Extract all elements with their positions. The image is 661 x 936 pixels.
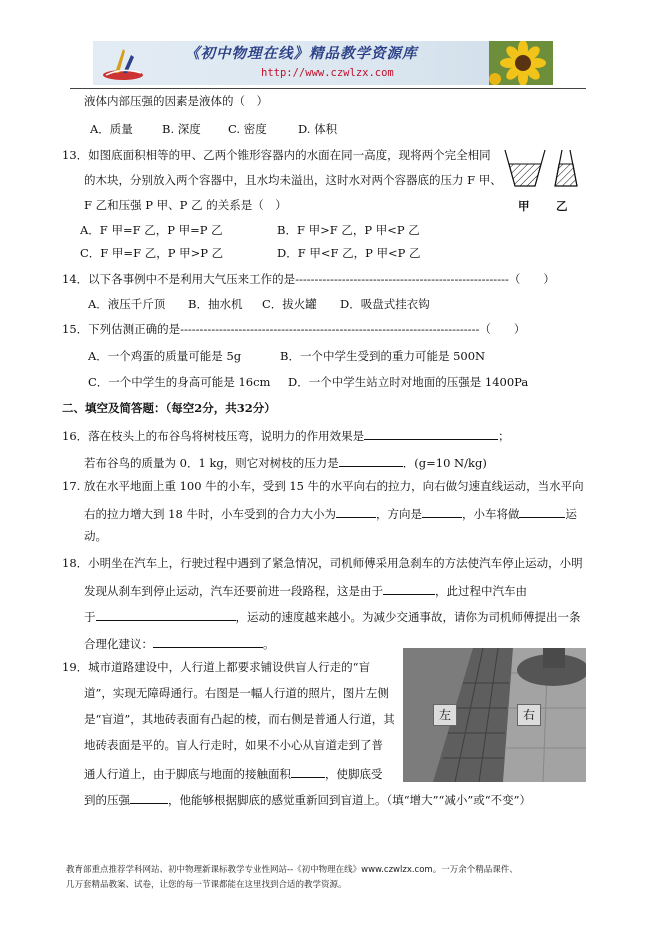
q12-option-b: B. 深度 bbox=[162, 122, 201, 136]
q17-text-2b: ，方向是 bbox=[375, 507, 422, 521]
banner-url: http://www.czwlzx.com bbox=[261, 67, 394, 79]
q18-text-3b: ，运动的速度越来越小。为减少交通事故，请你为司机师傅提出一条 bbox=[235, 610, 581, 624]
q12-stem-tail: 液体内部压强的因素是液体的（ ） bbox=[84, 94, 268, 108]
photo-label-left: 左 bbox=[433, 704, 457, 726]
section-2-heading: 二、填空及简答题：（每空2分，共32分） bbox=[62, 401, 276, 415]
q19-line-2: 道”，实现无障碍通行。右图是一幅人行道的照片，图片左侧 bbox=[84, 686, 389, 700]
q18-blank-2[interactable] bbox=[96, 609, 236, 621]
q13-option-b: B．F 甲>F 乙，P 甲<P 乙 bbox=[277, 223, 420, 237]
q19-text-5b: ，使脚底受 bbox=[325, 767, 383, 781]
q19-blank-1[interactable] bbox=[291, 766, 325, 778]
q13-line-3: F 乙和压强 P 甲、P 乙 的关系是（ ） bbox=[84, 198, 287, 212]
q17-text-2d: 运 bbox=[565, 507, 577, 521]
q17-line-1: 17. 放在水平地面上重 100 牛的小车，受到 15 牛的水平向右的拉力，向右做匀速直线运动，当水平向 bbox=[62, 479, 584, 493]
q17-blank-2[interactable] bbox=[422, 506, 462, 518]
q18-line-1: 18．小明坐在汽车上，行驶过程中遇到了紧急情况，司机师傅采用急刹车的方法使汽车停止运动，小明 bbox=[62, 556, 583, 570]
q14-option-d: D．吸盘式挂衣钩 bbox=[340, 297, 430, 311]
q18-blank-3[interactable] bbox=[153, 636, 263, 648]
q13-line-1: 13．如图底面积相等的甲、乙两个锥形容器内的水面在同一高度，现将两个完全相同 bbox=[62, 148, 491, 162]
q15-option-b: B．一个中学生受到的重力可能是 500N bbox=[280, 349, 486, 363]
q16-line-2 bbox=[84, 455, 487, 470]
q16-text-1-end: ； bbox=[498, 429, 510, 443]
q15-option-d: D．一个中学生站立时对地面的压强是 1400Pa bbox=[288, 375, 529, 389]
photo-label-right: 右 bbox=[517, 704, 541, 726]
q12-option-d: D. 体积 bbox=[298, 122, 338, 136]
q13-option-d: D．F 甲<F 乙，P 甲<P 乙 bbox=[277, 246, 421, 260]
q12-option-a: A．质量 bbox=[90, 122, 133, 136]
footer-line-1: 教育部重点推荐学科网站、初中物理新课标教学专业性网站--《初中物理在线》www.czwlzx.com。一万余个精品课件、 bbox=[66, 865, 518, 875]
q17-text-2a: 右的拉力增大到 18 牛时，小车受到的合力大小为 bbox=[84, 507, 336, 521]
q18-blank-1[interactable] bbox=[383, 583, 435, 595]
q19-text-6b: ，他能够根据脚底的感觉重新回到盲道上。（填“增大”“减小”或“不变”） bbox=[168, 793, 532, 807]
q18-line-3 bbox=[84, 609, 581, 624]
q19-line-3: 是“盲道”，其地砖表面有凸起的棱，而右侧是普通人行道，其 bbox=[84, 712, 395, 726]
header-banner bbox=[93, 41, 553, 85]
q13-figure-label-yi: 乙 bbox=[556, 199, 568, 213]
site-logo-icon bbox=[101, 45, 145, 81]
q16-blank-1[interactable] bbox=[364, 428, 498, 440]
q12-option-c: C. 密度 bbox=[228, 122, 267, 136]
sunflower-icon bbox=[489, 41, 553, 85]
q16-text-2-end: ．(g=10 N/kg) bbox=[402, 456, 487, 470]
q14-option-c: C．拔火罐 bbox=[262, 297, 317, 311]
q18-text-2b: ，此过程中汽车由 bbox=[435, 584, 527, 598]
q13-line-2: 的木块，分别放入两个容器中，且水均未溢出，这时水对两个容器底的压力 F 甲、 bbox=[84, 173, 502, 187]
q18-text-4a: 合理化建议： bbox=[84, 637, 153, 651]
q14-option-b: B．抽水机 bbox=[188, 297, 243, 311]
header-rule bbox=[70, 88, 586, 89]
q17-blank-3[interactable] bbox=[519, 506, 565, 518]
q19-line-4: 地砖表面是平的。盲人行走时，如果不小心从盲道走到了普 bbox=[84, 738, 383, 752]
q15-option-a: A．一个鸡蛋的质量可能是 5g bbox=[88, 349, 242, 363]
footer-line-2: 几万套精品教案、试卷，让您的每一节课都能在这里找到合适的教学资源。 bbox=[66, 880, 347, 890]
q19-line-1: 19．城市道路建设中，人行道上都要求铺设供盲人行走的“盲 bbox=[62, 660, 371, 674]
q13-option-a: A．F 甲=F 乙，P 甲=P 乙 bbox=[80, 223, 223, 237]
q16-text-2: 若布谷鸟的质量为 0．1 kg，则它对树枝的压力是 bbox=[84, 456, 339, 470]
q19-line-5 bbox=[84, 766, 383, 781]
banner-title: 《初中物理在线》精品教学资源库 bbox=[185, 45, 418, 62]
sidewalk-photo bbox=[403, 648, 586, 782]
q17-text-2c: ，小车将做 bbox=[461, 507, 520, 521]
q17-blank-1[interactable] bbox=[336, 506, 376, 518]
sidewalk-photo-illustration bbox=[403, 648, 586, 782]
q15-option-c: C．一个中学生的身高可能是 16cm bbox=[88, 375, 271, 389]
q14-stem: 14．以下各事例中不是利用大气压来工作的是-------------------------------------------------------（ ） bbox=[62, 272, 555, 286]
q15-stem: 15．下列估测正确的是-----------------------------------------------------------------------------（ ） bbox=[62, 322, 526, 336]
q16-blank-2[interactable] bbox=[339, 455, 403, 467]
q13-figure-label-jia: 甲 bbox=[518, 199, 530, 213]
q19-line-6 bbox=[84, 792, 531, 807]
q17-line-3: 动。 bbox=[84, 529, 107, 543]
q14-option-a: A．液压千斤顶 bbox=[88, 297, 166, 311]
q18-line-4 bbox=[84, 636, 275, 651]
q19-text-6a: 到的压强 bbox=[84, 793, 130, 807]
q18-text-4b: 。 bbox=[263, 637, 275, 651]
q16-text-1: 16．落在枝头上的布谷鸟将树枝压弯，说明力的作用效果是 bbox=[62, 429, 365, 443]
q16-line-1 bbox=[62, 428, 510, 443]
q19-text-5a: 通人行道上，由于脚底与地面的接触面积 bbox=[84, 767, 291, 781]
q17-line-2 bbox=[84, 506, 577, 521]
q13-option-c: C．F 甲=F 乙，P 甲>P 乙 bbox=[80, 246, 224, 260]
q13-containers-figure bbox=[503, 146, 583, 192]
q18-line-2 bbox=[84, 583, 527, 598]
q19-blank-2[interactable] bbox=[130, 792, 168, 804]
q18-text-2a: 发现从刹车到停止运动，汽车还要前进一段路程，这是由于 bbox=[84, 584, 383, 598]
q18-text-3a: 于 bbox=[84, 610, 96, 624]
